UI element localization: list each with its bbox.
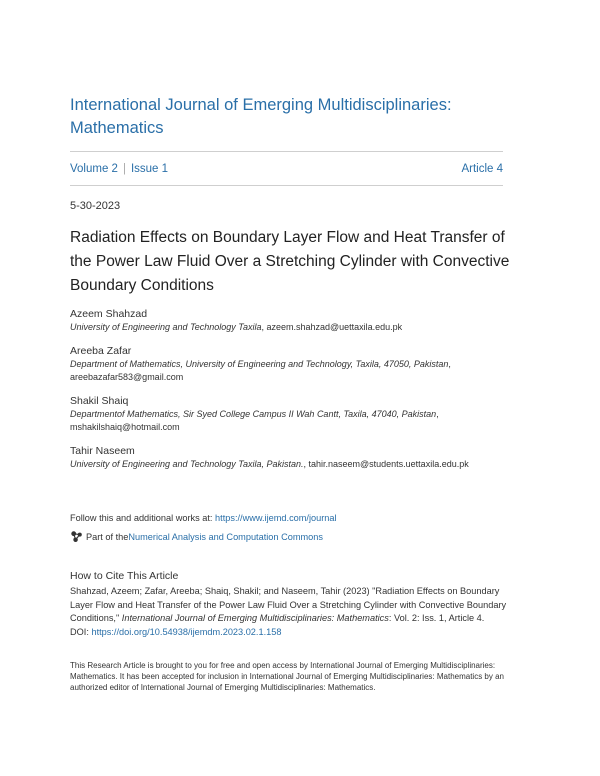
citation-heading: How to Cite This Article — [70, 570, 179, 582]
article-number-link[interactable]: Article 4 — [461, 163, 503, 175]
author-affiliation: Department of Mathematics, University of Engineering and Technology, Taxila, 47050, Pakistan, areebazafar583@gmail.com — [70, 359, 451, 382]
author-affiliation: Departmentof Mathematics, Sir Syed College Campus II Wah Cantt, Taxila, 47040, Pakistan, mshakilshaiq@hotmail.com — [70, 409, 439, 432]
author-list — [70, 307, 510, 481]
network-icon — [70, 530, 83, 543]
journal-title[interactable]: International Journal of Emerging Multidisciplinaries: Mathematics — [70, 96, 452, 137]
publication-date: 5-30-2023 — [70, 200, 121, 212]
follow-text: Follow this and additional works at: — [70, 513, 216, 523]
journal-url-link[interactable]: https://www.ijemd.com/journal — [215, 513, 337, 523]
part-of-text: Part of the — [86, 531, 129, 542]
volume-link[interactable]: Volume 2 — [70, 163, 118, 175]
access-note: This Research Article is brought to you for free and open access by International Journal of Emerging Multidisciplinaries: Mathematics. It has been accepted for inclusion in International Journal of Emerging Multidisciplinaries: Mathematics by an authorized editor of International Journal of Emerging Multidisciplinaries: Mathematics. — [70, 661, 504, 692]
author-affiliation: University of Engineering and Technology Taxila, Pakistan., tahir.naseem@students.uettaxila.edu.pk — [70, 459, 469, 469]
separator: | — [122, 163, 126, 175]
author-name: Tahir Naseem — [70, 445, 135, 457]
author-entry — [70, 394, 510, 434]
divider-bottom — [70, 185, 503, 186]
part-of-line — [70, 530, 323, 543]
author-affiliation: University of Engineering and Technology Taxila, azeem.shahzad@uettaxila.edu.pk — [70, 322, 403, 332]
author-entry — [70, 307, 510, 334]
follow-line — [70, 513, 337, 523]
citation-text: Shahzad, Azeem; Zafar, Areeba; Shaiq, Shakil; and Naseem, Tahir (2023) "Radiation Effects on Boundary Layer Flow and Heat Transfer of the Power Law Fluid Over a Stretching Cylinder with Convective Boundary Conditions," International Journal of Emerging Multidisciplinaries: Mathematics: Vol. 2: Iss. 1, Article 4. DOI: https://doi.org/10.54938/ijemdm.2023.02.1.158 — [70, 586, 507, 637]
doi-link[interactable]: https://doi.org/10.54938/ijemdm.2023.02.1.158 — [91, 626, 282, 637]
author-entry — [70, 344, 510, 384]
author-entry — [70, 444, 510, 471]
volume-issue-row — [70, 163, 503, 175]
author-name: Shakil Shaiq — [70, 395, 129, 407]
divider-top — [70, 151, 503, 152]
author-name: Areeba Zafar — [70, 345, 132, 357]
issue-link[interactable]: Issue 1 — [130, 163, 169, 175]
paper-title: Radiation Effects on Boundary Layer Flow and Heat Transfer of the Power Law Fluid Over a Stretching Cylinder with Convective Boundary Conditions — [70, 229, 510, 294]
author-name: Azeem Shahzad — [70, 308, 148, 320]
commons-link[interactable]: Numerical Analysis and Computation Commons — [128, 531, 323, 542]
